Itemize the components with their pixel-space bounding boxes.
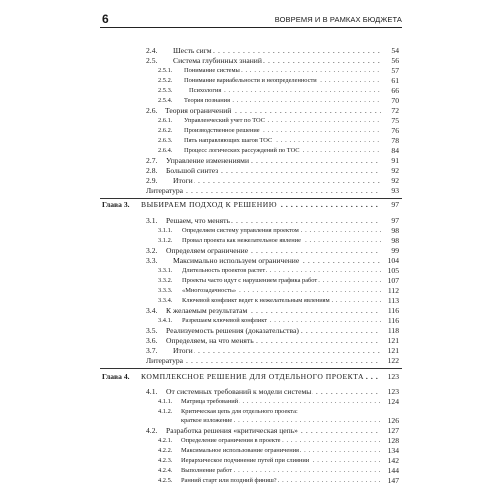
toc-page: 104 xyxy=(387,256,399,265)
toc-page: 91 xyxy=(391,156,399,165)
toc-number: 2.6. xyxy=(146,106,158,115)
chapter-title: КОМПЛЕКСНОЕ РЕШЕНИЕ ДЛЯ ОТДЕЛЬНОГО ПРОЕКТА xyxy=(141,372,364,381)
toc-page: 75 xyxy=(391,116,399,125)
toc-page: 134 xyxy=(387,446,399,455)
toc-page: 144 xyxy=(387,466,399,475)
toc-number: 3.4.1. xyxy=(158,317,173,324)
toc-title: Управленческий учет по ТОС xyxy=(184,117,266,124)
toc-entry xyxy=(0,416,399,426)
toc-number: 2.6.1. xyxy=(158,117,173,124)
toc-number: 2.5.1. xyxy=(158,67,173,74)
toc-entry xyxy=(0,66,399,76)
toc-entry xyxy=(0,56,399,66)
toc-chapter xyxy=(0,200,399,210)
toc-page: 142 xyxy=(387,456,399,465)
toc-number: 3.2. xyxy=(146,246,158,255)
toc-number: 2.4. xyxy=(146,46,158,55)
toc-entry xyxy=(0,246,399,256)
toc-page: 107 xyxy=(387,276,399,285)
toc-title: Проекты часто идут с нарушением графика работ xyxy=(182,277,318,284)
toc-number: 2.6.4. xyxy=(158,147,173,154)
toc-number: 2.5.4. xyxy=(158,97,173,104)
toc-page: 92 xyxy=(391,176,399,185)
toc-page: 72 xyxy=(391,106,399,115)
toc-title: Итоги xyxy=(173,176,193,185)
toc-number: 3.1.2. xyxy=(158,237,173,244)
toc-number: 2.6.3. xyxy=(158,137,173,144)
toc-page: 116 xyxy=(387,306,399,315)
toc-title: От системных требований к модели системы xyxy=(166,387,312,396)
section-divider xyxy=(100,198,402,199)
toc-number: 3.1.1. xyxy=(158,227,173,234)
toc-title: Разрешаем ключевой конфликт xyxy=(182,317,268,324)
toc-entry xyxy=(0,296,399,306)
toc-entry xyxy=(0,436,399,446)
toc-entry xyxy=(0,216,399,226)
toc-entry xyxy=(0,186,399,196)
toc-title: Определение ограничения в проекте xyxy=(181,437,281,444)
toc-page: 78 xyxy=(391,136,399,145)
page-number: 6 xyxy=(102,12,109,26)
toc-entry xyxy=(0,86,399,96)
toc-title: Управление изменениями xyxy=(166,156,250,165)
toc-page: 70 xyxy=(391,96,399,105)
chapter-title: ВЫБИРАЕМ ПОДХОД К РЕШЕНИЮ xyxy=(141,200,278,209)
toc-page: 124 xyxy=(387,397,399,406)
toc-number: 4.1. xyxy=(146,387,158,396)
toc-number: 3.3.3. xyxy=(158,287,173,294)
chapter-number: Глава 3. xyxy=(102,200,130,209)
toc-entry xyxy=(0,466,399,476)
toc-title: Психология xyxy=(189,87,222,94)
toc-page: 113 xyxy=(387,296,399,305)
toc-entry xyxy=(0,286,399,296)
toc-entry xyxy=(0,106,399,116)
toc-entry xyxy=(0,276,399,286)
toc-number: 3.7. xyxy=(146,346,158,355)
toc-title: Итоги xyxy=(173,346,193,355)
toc-entry xyxy=(0,346,399,356)
toc-number: 4.2.3. xyxy=(158,457,173,464)
toc-entry xyxy=(0,316,399,326)
toc-number: 4.1.1. xyxy=(158,398,173,405)
toc-chapter xyxy=(0,372,399,382)
toc-entry xyxy=(0,146,399,156)
toc-entry xyxy=(0,387,399,397)
toc-title: Литература xyxy=(146,356,184,365)
toc-page: 128 xyxy=(387,436,399,445)
toc-entry xyxy=(0,476,399,486)
toc-page: 127 xyxy=(387,426,399,435)
toc-number: 2.9. xyxy=(146,176,158,185)
toc-number: 2.7. xyxy=(146,156,158,165)
toc-entry xyxy=(0,176,399,186)
toc-title: Шесть сигм xyxy=(173,46,212,55)
toc-number: 4.2.1. xyxy=(158,437,173,444)
toc-title: Ключевой конфликт ведет к нежелательным явлениям xyxy=(182,297,330,304)
toc-page: 112 xyxy=(387,286,399,295)
toc-page: 105 xyxy=(387,266,399,275)
toc-title: Производственное решение xyxy=(184,127,260,134)
toc-entry xyxy=(0,96,399,106)
toc-title: Определяем систему управления проектом xyxy=(182,227,299,234)
toc-page: 84 xyxy=(391,146,399,155)
toc-number: 4.2.2. xyxy=(158,447,173,454)
toc-title: «Многозадачность» xyxy=(182,287,237,294)
toc-entry xyxy=(0,397,399,407)
running-head: ВОВРЕМЯ И В РАМКАХ БЮДЖЕТА xyxy=(274,15,402,24)
toc-entry xyxy=(0,236,399,246)
toc-leader xyxy=(173,176,381,186)
toc-page: 66 xyxy=(391,86,399,95)
toc-number: 4.2.4. xyxy=(158,467,173,474)
toc-entry xyxy=(0,46,399,56)
toc-number: 4.2. xyxy=(146,426,158,435)
toc-title: Реализуемость решения (доказательства) xyxy=(166,326,299,335)
toc-number: 2.6.2. xyxy=(158,127,173,134)
toc-number: 3.3.2. xyxy=(158,277,173,284)
toc-entry xyxy=(0,126,399,136)
toc-entry xyxy=(0,116,399,126)
toc-page: 118 xyxy=(387,326,399,335)
toc-title: Процесс логических рассуждений по ТОС xyxy=(184,147,300,154)
toc-entry xyxy=(0,336,399,346)
toc-entry xyxy=(0,446,399,456)
toc-page: 123 xyxy=(387,372,399,381)
toc-title: Максимальное использование ограничения xyxy=(181,447,299,454)
toc-entry xyxy=(0,306,399,316)
toc-page: 126 xyxy=(387,416,399,425)
toc-title: Понимание вариабельности и неопределенности xyxy=(184,77,317,84)
toc-page: 56 xyxy=(391,56,399,65)
toc-page: 61 xyxy=(391,76,399,85)
toc-title: Пять направляющих шагов ТОС xyxy=(184,137,273,144)
chapter-number: Глава 4. xyxy=(102,372,130,381)
toc-title: Определяем ограничение xyxy=(166,246,249,255)
toc-number: 3.5. xyxy=(146,326,158,335)
toc-entry xyxy=(0,256,399,266)
toc-title: Понимание системы xyxy=(184,67,240,74)
toc-entry xyxy=(0,426,399,436)
toc-entry xyxy=(0,266,399,276)
toc-page: 123 xyxy=(387,387,399,396)
toc-number: 4.2.5. xyxy=(158,477,173,484)
toc-entry xyxy=(0,166,399,176)
toc-title: Литература xyxy=(146,186,184,195)
toc-title: краткое изложение xyxy=(181,417,233,424)
toc-page: 57 xyxy=(391,66,399,75)
toc-title: Максимально используем ограничение xyxy=(173,256,300,265)
toc-title: Определяем, на что менять xyxy=(166,336,254,345)
toc-title: Критическая цепь для отдельного проекта: xyxy=(181,408,298,415)
toc-page: 122 xyxy=(387,356,399,365)
toc-page: 116 xyxy=(387,316,399,325)
toc-page: 97 xyxy=(391,200,399,209)
toc-entry xyxy=(0,76,399,86)
toc-page: 121 xyxy=(387,336,399,345)
toc-number: 4.1.2. xyxy=(158,408,173,415)
toc-title: Решаем, что менять xyxy=(166,216,230,225)
toc-number: 3.3.4. xyxy=(158,297,173,304)
toc-number: 3.4. xyxy=(146,306,158,315)
toc-title: Теория познания xyxy=(184,97,231,104)
toc-page: 98 xyxy=(391,226,399,235)
toc-entry xyxy=(0,456,399,466)
toc-page: 54 xyxy=(391,46,399,55)
toc-page: 97 xyxy=(391,216,399,225)
toc-page: 92 xyxy=(391,166,399,175)
toc-page: 147 xyxy=(387,476,399,485)
toc-entry xyxy=(0,226,399,236)
toc-page: 93 xyxy=(391,186,399,195)
toc-title: К желаемым результатам xyxy=(166,306,248,315)
toc-page: 99 xyxy=(391,246,399,255)
toc-number: 2.5. xyxy=(146,56,158,65)
toc-entry xyxy=(0,156,399,166)
toc-number: 2.5.3. xyxy=(158,87,173,94)
toc-page: 76 xyxy=(391,126,399,135)
toc-leader xyxy=(173,346,381,356)
toc-title: Разработка решения «критическая цепь» xyxy=(166,426,298,435)
toc-title: Иерархическое подчинение путей при слиянии xyxy=(181,457,310,464)
toc-number: 2.5.2. xyxy=(158,77,173,84)
toc-number: 3.3. xyxy=(146,256,158,265)
toc-number: 3.6. xyxy=(146,336,158,345)
page-header xyxy=(100,13,402,28)
toc-number: 3.3.1. xyxy=(158,267,173,274)
toc-title: Теория ограничений xyxy=(165,106,232,115)
toc-title: Длительность проектов растет xyxy=(182,267,266,274)
section-divider xyxy=(100,368,402,369)
toc-number: 3.1. xyxy=(146,216,158,225)
toc-page: 121 xyxy=(387,346,399,355)
toc-number: 2.8. xyxy=(146,166,158,175)
toc-title: Провал проекта как нежелательное явление xyxy=(182,237,301,244)
toc-title: Ранний старт или поздний финиш? xyxy=(181,477,277,484)
toc-page: 98 xyxy=(391,236,399,245)
toc-entry xyxy=(0,356,399,366)
toc-entry xyxy=(0,136,399,146)
toc-title: Система глубинных знаний xyxy=(173,56,262,65)
toc-title: Большой синтез xyxy=(166,166,219,175)
toc-title: Выполнение работ xyxy=(181,467,232,474)
toc-entry xyxy=(0,326,399,336)
toc-title: Матрица требований xyxy=(181,398,239,405)
